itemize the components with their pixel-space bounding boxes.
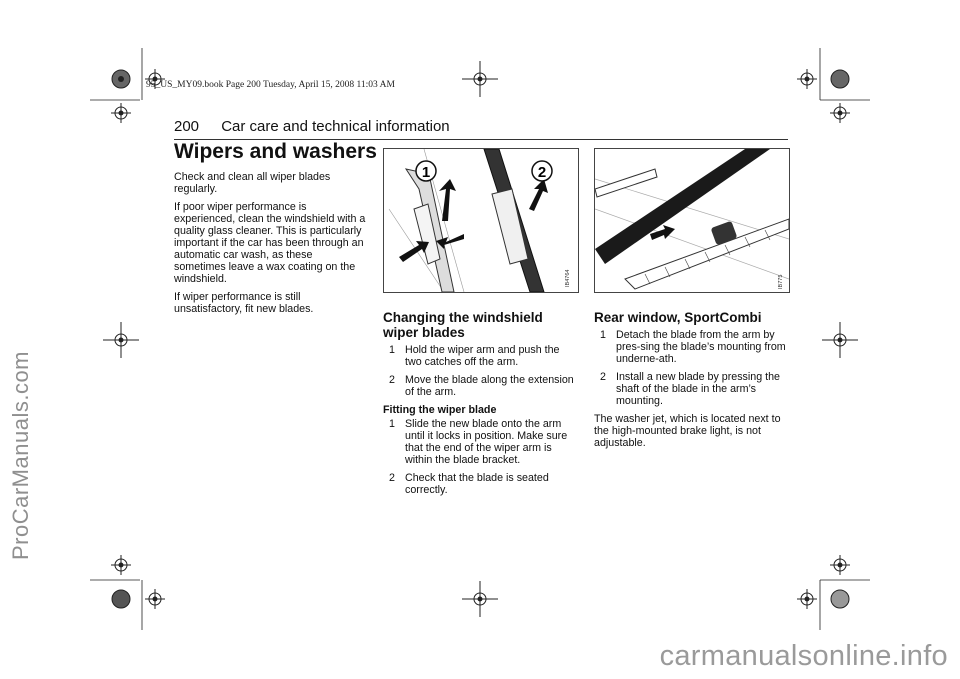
book-info: 95_US_MY09.book Page 200 Tuesday, April 15, 2008 11:03 AM [146,80,395,90]
list-item: 2 Install a new blade by pressing the shaft of the blade in the arm’s mounting. [600,371,780,407]
rear-wiper-illustration [595,149,789,292]
side-watermark: ProCarManuals.com [8,350,33,560]
list-item: 2 Check that the blade is seated correctly. [389,472,549,496]
list-item: 2 Move the blade along the extension of the arm. [389,374,574,398]
figure-code: IB775 [778,274,784,289]
right-column [594,310,790,455]
footer-watermark: carmanualsonline.info [659,640,948,672]
section-heading: Changing the windshield wiper blades [383,310,543,340]
rear-wiper-figure [594,148,790,293]
figure-code: IB4764 [565,269,571,287]
paragraph: Check and clean all wiper blades regularly. [174,171,331,195]
section-title: Car care and technical information [221,118,450,135]
subheading: Fitting the wiper blade [383,404,497,416]
page-number: 200 [174,118,200,135]
page-header [174,118,450,135]
wiper-blade-illustration [384,149,578,292]
list-item: 1 Detach the blade from the arm by pres-sing the blade’s mounting from underne-ath. [600,329,786,365]
paragraph: If wiper performance is still unsatisfactory, fit new blades. [174,291,314,315]
left-column [174,171,366,321]
page-title: Wipers and washers [174,140,377,163]
list-item: 1 Slide the new blade onto the arm until it locks in position. Make sure that the end of the wiper arm is within the blade bracket. [389,418,568,466]
callout-2: 2 [537,164,547,181]
wiper-blade-figure [383,148,579,293]
middle-column [383,310,579,502]
section-heading: Rear window, SportCombi [594,310,762,325]
list-item: 1 Hold the wiper arm and push the two catches off the arm. [389,344,560,368]
paragraph: If poor wiper performance is experienced, clean the windshield with a quality glass cleaner. This is particularly important if the car has been through an automatic car wash, as these sometimes leave a wax coating on the windshield. [174,201,366,285]
callout-1: 1 [421,164,431,181]
paragraph: The washer jet, which is located next to the high-mounted brake light, is not adjustable. [594,413,781,449]
